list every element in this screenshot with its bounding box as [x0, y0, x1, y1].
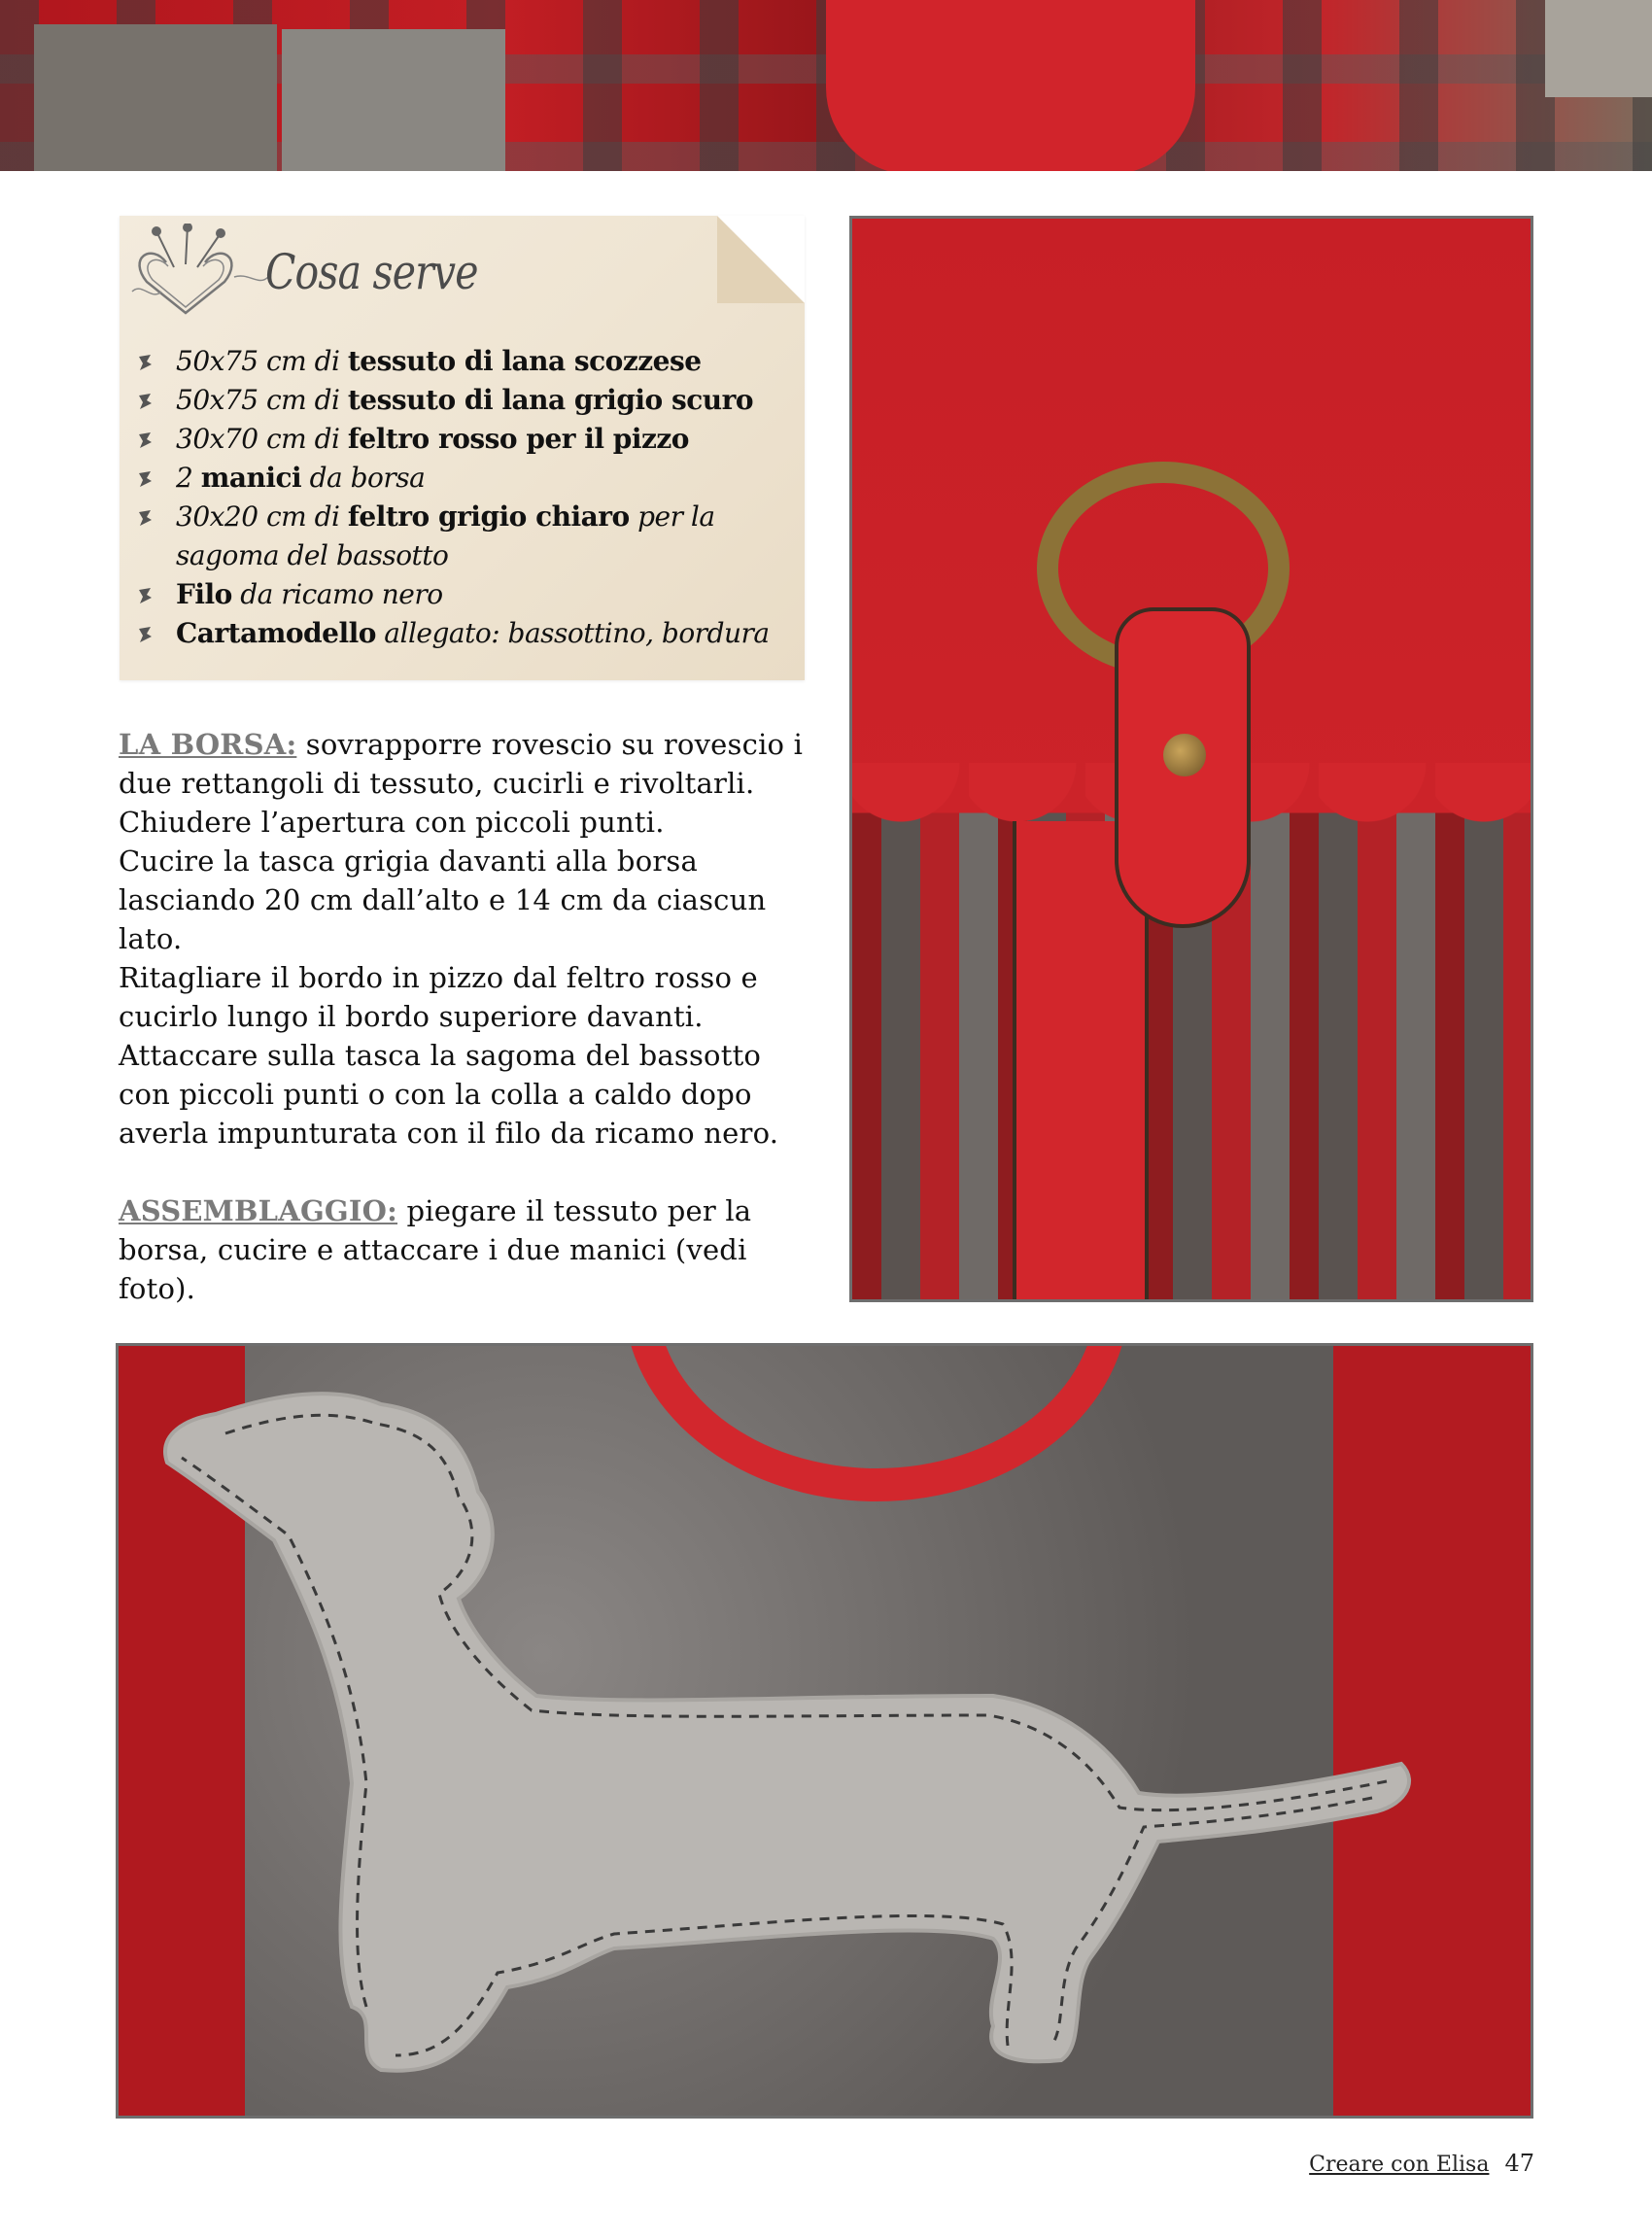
supply-item-text: 2 [176, 462, 201, 494]
bullet-icon [135, 431, 155, 450]
supplies-list [135, 342, 776, 653]
dachshund-icon [157, 1375, 1533, 2094]
supplies-title: Cosa serve [265, 244, 478, 300]
page-footer [1309, 2150, 1534, 2177]
pincushion-heart-icon [127, 224, 273, 321]
supply-item-text: per la sagoma del bassotto [176, 500, 715, 571]
supply-item-bold-text: feltro grigio chiaro [347, 500, 630, 533]
borsa-text-1: sovrapporre rovescio su rovescio i due rettangoli di tessuto, cucirli e rivoltarli. Chiudere l’apertura con piccoli punti. [119, 728, 804, 839]
bullet-icon [135, 508, 155, 528]
dachshund-applique-photo [116, 1343, 1533, 2119]
supply-item [135, 459, 776, 498]
supply-item-text: 30x70 cm di [176, 423, 348, 455]
top-photo [0, 0, 1652, 171]
supply-item-text: allegato: bassottino, bordura [375, 617, 770, 649]
bullet-icon [135, 469, 155, 489]
supply-item [135, 342, 776, 381]
assemblaggio-text: piegare il tessuto per la borsa, cucire e attaccare i due manici (vedi foto). [119, 1194, 752, 1305]
bullet-icon [135, 353, 155, 372]
supply-item-bold-text: feltro rosso per il pizzo [347, 423, 689, 455]
supply-item-bold-text: tessuto di lana grigio scuro [347, 384, 754, 416]
supply-item-text: 30x20 cm di [176, 500, 348, 533]
bullet-icon [135, 625, 155, 644]
supply-item [135, 381, 776, 420]
assemblaggio-paragraph [119, 1191, 809, 1308]
supply-item-text: 50x75 cm di [176, 384, 348, 416]
felt-block-photo [282, 29, 505, 171]
borsa-text-3: Ritagliare il bordo in pizzo dal feltro rosso e cucirlo lungo il bordo superiore davanti. Attaccare sulla tasca la sagoma del bassotto con piccoli punti o con la colla a caldo dopo averla impunturata con il filo da ricamo nero. [119, 961, 779, 1150]
supply-item-bold-text: Cartamodello [176, 617, 376, 649]
magazine-name: Creare con Elisa [1309, 2153, 1490, 2177]
borsa-text-2: Cucire la tasca grigia davanti alla borsa lasciando 20 cm dall’alto e 14 cm da ciascun lato. [119, 844, 767, 955]
bullet-icon [135, 586, 155, 605]
supply-item-text: da borsa [301, 462, 426, 494]
felt-flap-photo [826, 0, 1195, 171]
supply-item-bold-text: manici [200, 462, 302, 494]
borsa-paragraph [119, 725, 809, 842]
instructions [119, 725, 809, 1308]
supply-item [135, 498, 776, 575]
brass-rivet [1163, 734, 1206, 776]
supply-item-bold-text: tessuto di lana scozzese [347, 345, 702, 377]
bullet-icon [135, 392, 155, 411]
buckle-detail-photo [849, 216, 1533, 1302]
supply-item [135, 420, 776, 459]
assemblaggio-heading: ASSEMBLAGGIO: [119, 1194, 398, 1227]
supplies-header [127, 224, 525, 321]
wall-photo [1545, 0, 1652, 97]
supply-item-text: 50x75 cm di [176, 345, 348, 377]
supply-item-text: da ricamo nero [231, 578, 443, 610]
page-number: 47 [1504, 2150, 1534, 2177]
supply-item-bold-text: Filo [176, 578, 232, 610]
supplies-box [120, 216, 805, 680]
supply-item [135, 614, 776, 653]
borsa-heading: LA BORSA: [119, 728, 297, 761]
felt-block-photo [34, 24, 277, 171]
supply-item [135, 575, 776, 614]
